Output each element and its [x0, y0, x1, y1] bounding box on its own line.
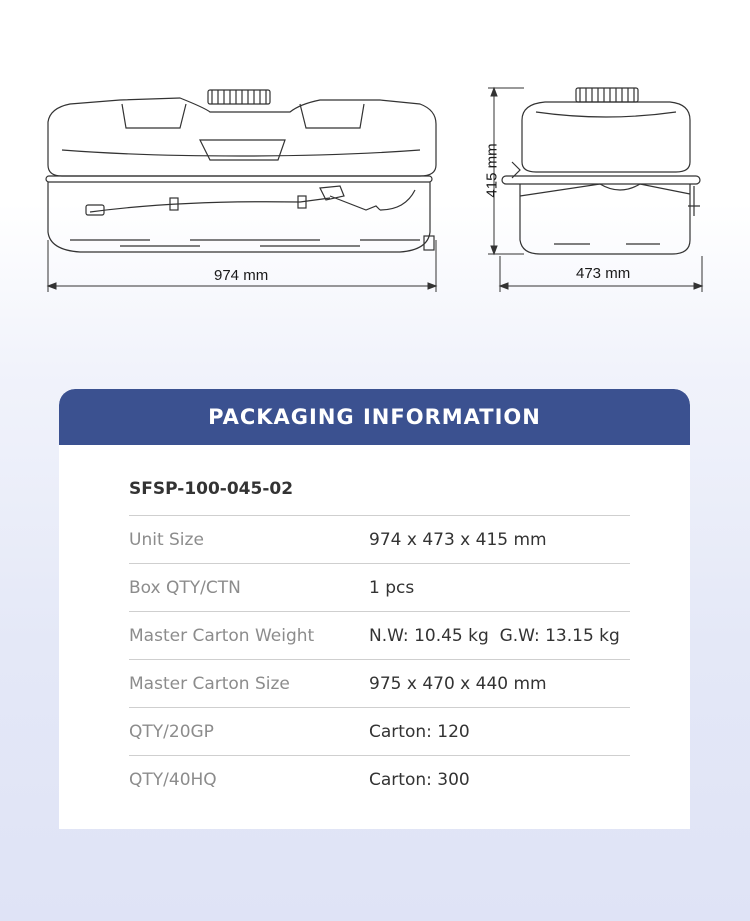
row-value: 974 x 473 x 415 mm	[369, 529, 547, 550]
table-row	[129, 708, 630, 756]
model-number: SFSP-100-045-02	[129, 467, 630, 516]
table-row	[129, 660, 630, 708]
row-label: Box QTY/CTN	[129, 577, 241, 598]
table-row	[129, 564, 630, 612]
packaging-info-table	[129, 467, 630, 803]
packaging-info-card	[59, 389, 690, 829]
row-value: Carton: 120	[369, 721, 470, 742]
row-label: QTY/40HQ	[129, 769, 217, 790]
row-value: 1 pcs	[369, 577, 415, 598]
tank-front-view	[502, 88, 700, 254]
table-row	[129, 516, 630, 564]
length-dimension-label: 974 mm	[214, 267, 269, 284]
tank-technical-drawing	[0, 0, 750, 330]
table-row	[129, 756, 630, 803]
row-value: N.W: 10.45 kg G.W: 13.15 kg	[369, 625, 620, 646]
row-label: Master Carton Weight	[129, 625, 315, 646]
row-value: 975 x 470 x 440 mm	[369, 673, 547, 694]
row-label: Master Carton Size	[129, 673, 290, 694]
tank-side-view	[46, 90, 436, 252]
packaging-info-title: PACKAGING INFORMATION	[59, 389, 690, 445]
row-label: Unit Size	[129, 529, 204, 550]
table-row	[129, 612, 630, 660]
height-dimension-label: 415 mm	[483, 143, 501, 198]
row-label: QTY/20GP	[129, 721, 214, 742]
width-dimension-label: 473 mm	[576, 265, 631, 282]
row-value: Carton: 300	[369, 769, 470, 790]
